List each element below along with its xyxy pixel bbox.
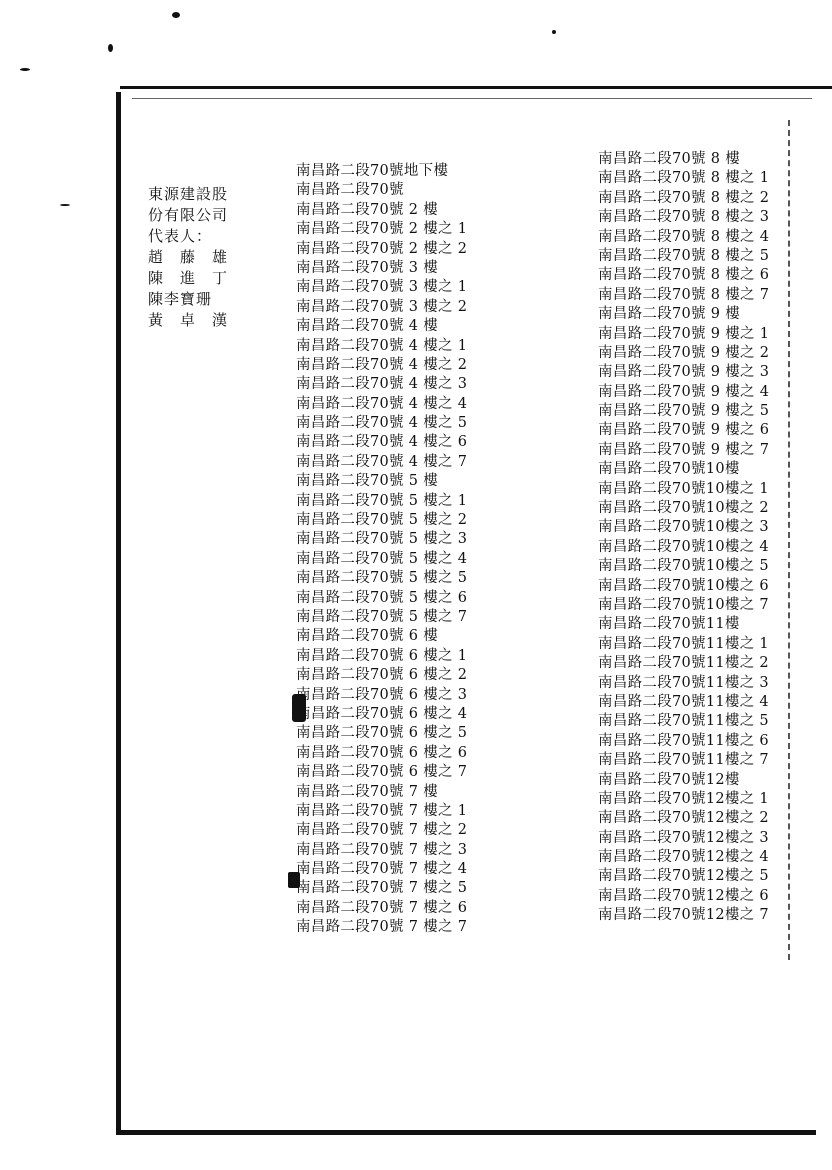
address-list-item: 南昌路二段70號 6 樓 <box>296 628 438 645</box>
address-list-item: 南昌路二段70號 3 樓 <box>296 259 438 276</box>
address-list-item: 南昌路二段70號10樓之 4 <box>598 538 769 555</box>
address-list-item: 南昌路二段70號 4 樓 <box>296 318 438 335</box>
address-list-item: 南昌路二段70號 7 樓之 2 <box>296 822 468 839</box>
address-list-item: 南昌路二段70號 7 樓之 3 <box>296 841 468 858</box>
address-list-item: 南昌路二段70號 5 樓之 5 <box>296 570 468 587</box>
page-frame-inner-line <box>132 98 812 99</box>
address-list-item: 南昌路二段70號11樓之 2 <box>598 655 769 672</box>
address-list-item: 南昌路二段70號 9 樓之 4 <box>598 383 770 400</box>
address-list-item: 南昌路二段70號 6 樓之 4 <box>296 705 468 722</box>
company-name-line-2: 份有限公司 <box>148 206 229 224</box>
address-list-item: 南昌路二段70號 7 樓之 4 <box>296 861 468 878</box>
address-list-item: 南昌路二段70號 3 樓之 1 <box>296 279 468 296</box>
address-list-item: 南昌路二段70號 2 樓之 1 <box>296 221 468 238</box>
address-list-item: 南昌路二段70號 9 樓之 2 <box>598 344 770 361</box>
address-list-item: 南昌路二段70號 7 樓之 6 <box>296 899 468 916</box>
address-list-item: 南昌路二段70號 8 樓之 1 <box>598 170 770 187</box>
address-list-item: 南昌路二段70號10樓之 7 <box>598 596 769 613</box>
address-list-right-column <box>598 150 769 926</box>
address-list-item: 南昌路二段70號10樓 <box>598 461 740 478</box>
address-list-item: 南昌路二段70號 4 樓之 4 <box>296 395 468 412</box>
address-list-item: 南昌路二段70號 8 樓之 2 <box>598 189 770 206</box>
page-frame-left-line <box>116 92 121 1132</box>
address-list-item: 南昌路二段70號11樓之 3 <box>598 674 769 691</box>
address-list-item: 南昌路二段70號12樓之 7 <box>598 907 769 924</box>
address-list-item: 南昌路二段70號 7 樓 <box>296 783 438 800</box>
address-list-item: 南昌路二段70號 9 樓之 5 <box>598 403 770 420</box>
company-name-line-1: 東源建設股 <box>148 185 229 203</box>
address-list-item: 南昌路二段70號 2 樓之 2 <box>296 240 468 257</box>
address-list-item: 南昌路二段70號 6 樓之 3 <box>296 686 468 703</box>
address-list-item: 南昌路二段70號 4 樓之 7 <box>296 453 468 470</box>
address-list-item: 南昌路二段70號 5 樓 <box>296 473 438 490</box>
address-list-item: 南昌路二段70號 8 樓 <box>598 151 740 167</box>
address-list-item: 南昌路二段70號 8 樓之 6 <box>598 267 770 284</box>
address-list-item: 南昌路二段70號 6 樓之 6 <box>296 744 468 761</box>
address-list-item: 南昌路二段70號 4 樓之 1 <box>296 337 468 354</box>
representative-label: 代表人： <box>148 227 213 245</box>
address-list-item: 南昌路二段70號12樓之 3 <box>598 829 769 846</box>
page-frame-right-line <box>788 120 790 960</box>
address-list-item: 南昌路二段70號11樓 <box>598 616 740 633</box>
address-list-item: 南昌路二段70號 4 樓之 2 <box>296 356 468 373</box>
address-list-item: 南昌路二段70號12樓 <box>598 771 740 788</box>
address-list-item: 南昌路二段70號11樓之 6 <box>598 732 769 749</box>
scan-speck <box>172 12 180 18</box>
address-list-item: 南昌路二段70號 6 樓之 1 <box>296 647 468 664</box>
representative-name: 黃 卓 漢 <box>148 311 229 329</box>
address-list-item: 南昌路二段70號 9 樓 <box>598 306 740 323</box>
address-list-item: 南昌路二段70號12樓之 6 <box>598 887 769 904</box>
address-list-item: 南昌路二段70號 9 樓之 3 <box>598 364 770 381</box>
address-list-item: 南昌路二段70號 5 樓之 1 <box>296 492 468 509</box>
address-list-item: 南昌路二段70號 7 樓之 5 <box>296 880 468 897</box>
address-list-item: 南昌路二段70號 <box>296 182 404 199</box>
address-list-item: 南昌路二段70號11樓之 1 <box>598 635 769 652</box>
address-list-item: 南昌路二段70號 6 樓之 7 <box>296 764 468 781</box>
scan-speck <box>20 68 30 71</box>
page-frame-bottom-line <box>116 1130 816 1135</box>
scan-speck <box>552 30 556 34</box>
address-list-item: 南昌路二段70號 4 樓之 3 <box>296 376 468 393</box>
address-list-item: 南昌路二段70號 7 樓之 1 <box>296 802 468 819</box>
address-list-item: 南昌路二段70號 5 樓之 3 <box>296 531 468 548</box>
address-list-item: 南昌路二段70號 6 樓之 5 <box>296 725 468 742</box>
page-frame-top-line <box>120 86 832 89</box>
address-list-item: 南昌路二段70號 8 樓之 3 <box>598 209 770 226</box>
address-list-item: 南昌路二段70號 9 樓之 7 <box>598 441 770 458</box>
address-list-item: 南昌路二段70號 4 樓之 5 <box>296 415 468 432</box>
address-list-item: 南昌路二段70號 2 樓 <box>296 201 438 218</box>
address-list-item: 南昌路二段70號 8 樓之 4 <box>598 228 770 245</box>
address-list-item: 南昌路二段70號 8 樓之 7 <box>598 286 770 303</box>
address-list-item: 南昌路二段70號12樓之 2 <box>598 810 769 827</box>
address-list-item: 南昌路二段70號 9 樓之 1 <box>598 325 770 342</box>
address-list-item: 南昌路二段70號12樓之 4 <box>598 849 769 866</box>
address-list-item: 南昌路二段70號11樓之 5 <box>598 713 769 730</box>
scan-speck <box>60 204 70 206</box>
scan-speck <box>108 44 113 52</box>
address-list-item: 南昌路二段70號 8 樓之 5 <box>598 247 770 264</box>
address-list-item: 南昌路二段70號10樓之 3 <box>598 519 769 536</box>
address-list-item: 南昌路二段70號 9 樓之 6 <box>598 422 770 439</box>
address-list-item: 南昌路二段70號10樓之 5 <box>598 558 769 575</box>
address-list-item: 南昌路二段70號 5 樓之 4 <box>296 550 468 567</box>
address-list-item: 南昌路二段70號 3 樓之 2 <box>296 298 468 315</box>
address-list-item: 南昌路二段70號 6 樓之 2 <box>296 667 468 684</box>
representative-name: 趙 藤 雄 <box>148 248 229 266</box>
address-list-item: 南昌路二段70號 5 樓之 2 <box>296 512 468 529</box>
address-list-item: 南昌路二段70號 4 樓之 6 <box>296 434 468 451</box>
address-list-item: 南昌路二段70號10樓之 1 <box>598 480 769 497</box>
representative-name: 陳李寶珊 <box>148 290 213 308</box>
company-representatives-block <box>148 184 258 331</box>
representative-name: 陳 進 丁 <box>148 269 229 287</box>
address-list-left-column <box>296 162 467 938</box>
address-list-item: 南昌路二段70號 5 樓之 6 <box>296 589 468 606</box>
address-list-item: 南昌路二段70號11樓之 7 <box>598 752 769 769</box>
address-list-item: 南昌路二段70號10樓之 6 <box>598 577 769 594</box>
address-list-item: 南昌路二段70號11樓之 4 <box>598 693 769 710</box>
address-list-item: 南昌路二段70號地下樓 <box>296 163 449 179</box>
address-list-item: 南昌路二段70號12樓之 1 <box>598 790 769 807</box>
address-list-item: 南昌路二段70號10樓之 2 <box>598 500 769 517</box>
address-list-item: 南昌路二段70號 7 樓之 7 <box>296 919 468 936</box>
address-list-item: 南昌路二段70號12樓之 5 <box>598 868 769 885</box>
address-list-item: 南昌路二段70號 5 樓之 7 <box>296 608 468 625</box>
